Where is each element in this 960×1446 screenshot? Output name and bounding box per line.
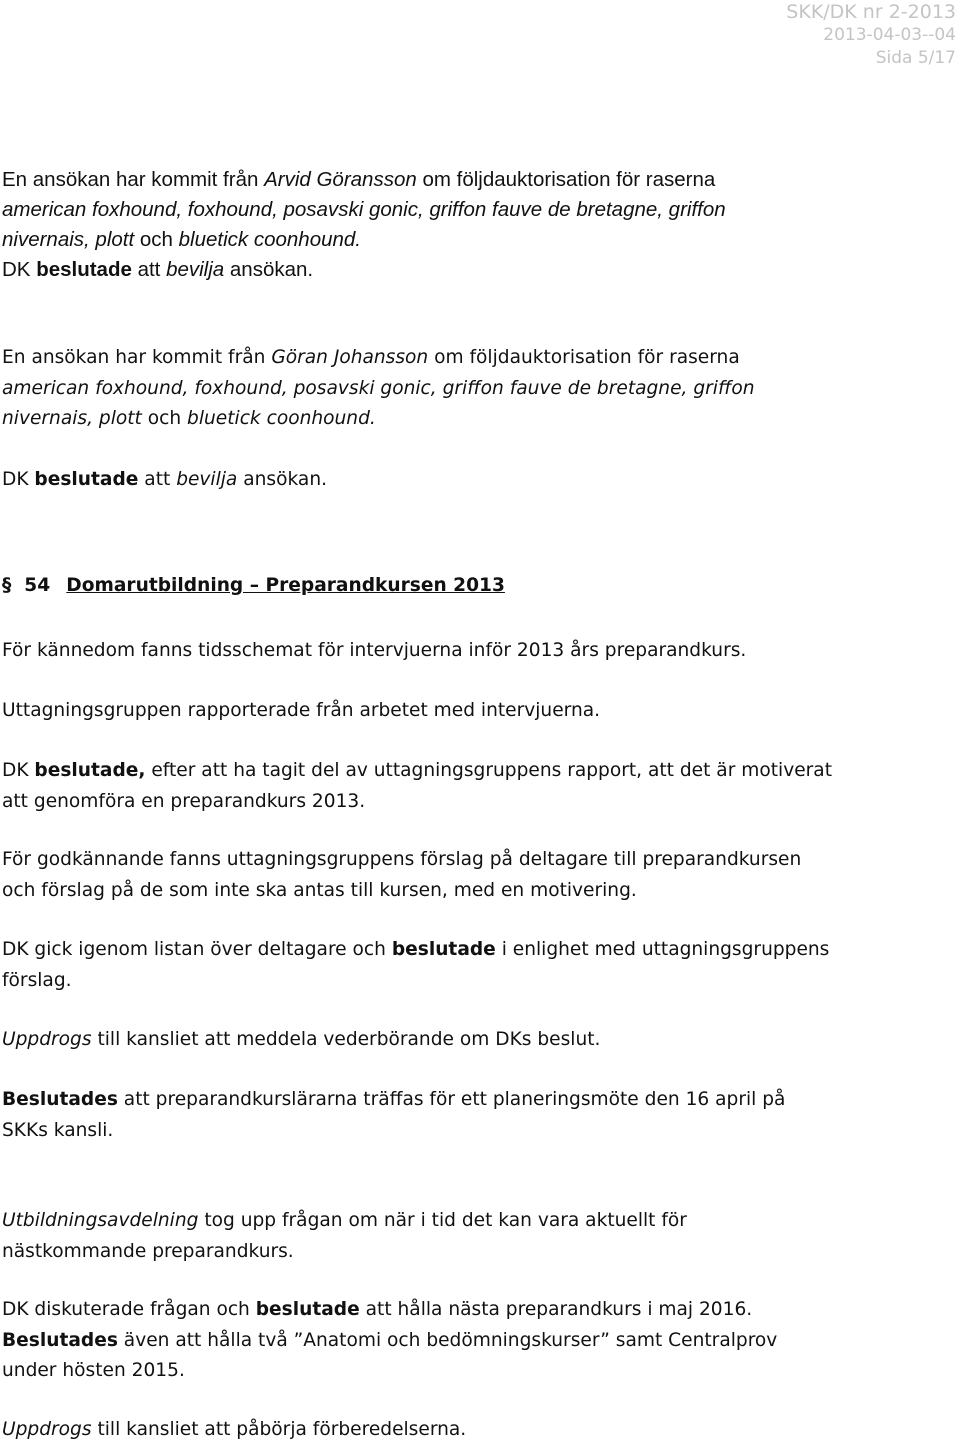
applicant-name: Göran Johansson	[271, 347, 429, 368]
paragraph-planning-meeting: Beslutades att preparandkurslärarna träffas för ett planeringsmöte den 16 april på SKKs kansli.	[2, 1089, 786, 1141]
paragraph-schedule: För kännedom fanns tidsschemat för intervjuerna inför 2013 års preparandkurs.	[2, 640, 747, 661]
paragraph-decision-course: DK beslutade, efter att ha tagit del av uttagningsgruppens rapport, att det är motiverat att genomföra en preparandkurs 2013.	[2, 760, 832, 812]
paragraph-preparations: Uppdrogs till kansliet att påbörja förberedelserna.	[2, 1419, 467, 1440]
paragraph-notify: Uppdrogs till kansliet att meddela vederbörande om DKs beslut.	[2, 1029, 601, 1050]
decision-line: DK beslutade att bevilja ansökan.	[2, 258, 314, 281]
section-symbol: §	[2, 575, 12, 596]
paragraph-report: Uttagningsgruppen rapporterade från arbetet med intervjuerna.	[2, 700, 601, 721]
section-number: 54	[24, 575, 51, 596]
section-title: Domarutbildning – Preparandkursen 2013	[66, 575, 505, 596]
paragraph-education-dept: Utbildningsavdelning tog upp frågan om när i tid det kan vara aktuellt för nästkommande preparandkurs.	[2, 1210, 687, 1262]
decision-line: DK beslutade att bevilja ansökan.	[2, 469, 328, 490]
page-header	[786, 0, 956, 70]
application-paragraph-1: En ansökan har kommit från Arvid Göransson om följdauktorisation för raserna american foxhound, foxhound, posavski gonic, griffon fauve de bretagne, griffon nivernais, plott och bluetick coonhound. DK beslutade att bevilja ansökan.	[2, 165, 952, 285]
applicant-name: Arvid Göransson	[264, 168, 417, 191]
document-id: SKK/DK nr 2-2013	[786, 1, 956, 23]
application-paragraph-2: En ansökan har kommit från Göran Johansson om följdauktorisation för raserna american foxhound, foxhound, posavski gonic, griffon fauve de bretagne, griffon nivernais, plott och bluetick coonhound.	[2, 347, 755, 429]
paragraph-next-course: DK diskuterade frågan och beslutade att hålla nästa preparandkurs i maj 2016. Beslutades även att hålla två ”Anatomi och bedömningskurser” samt Centralprov under hösten 2015.	[2, 1299, 778, 1381]
paragraph-participant-list: DK gick igenom listan över deltagare och beslutade i enlighet med uttagningsgruppens förslag.	[2, 939, 830, 991]
section-heading	[2, 571, 952, 602]
document-date: 2013-04-03--04	[823, 25, 956, 45]
paragraph-proposal: För godkännande fanns uttagningsgruppens förslag på deltagare till preparandkursen och förslag på de som inte ska antas till kursen, med en motivering.	[2, 849, 802, 901]
page-number: Sida 5/17	[875, 48, 956, 68]
